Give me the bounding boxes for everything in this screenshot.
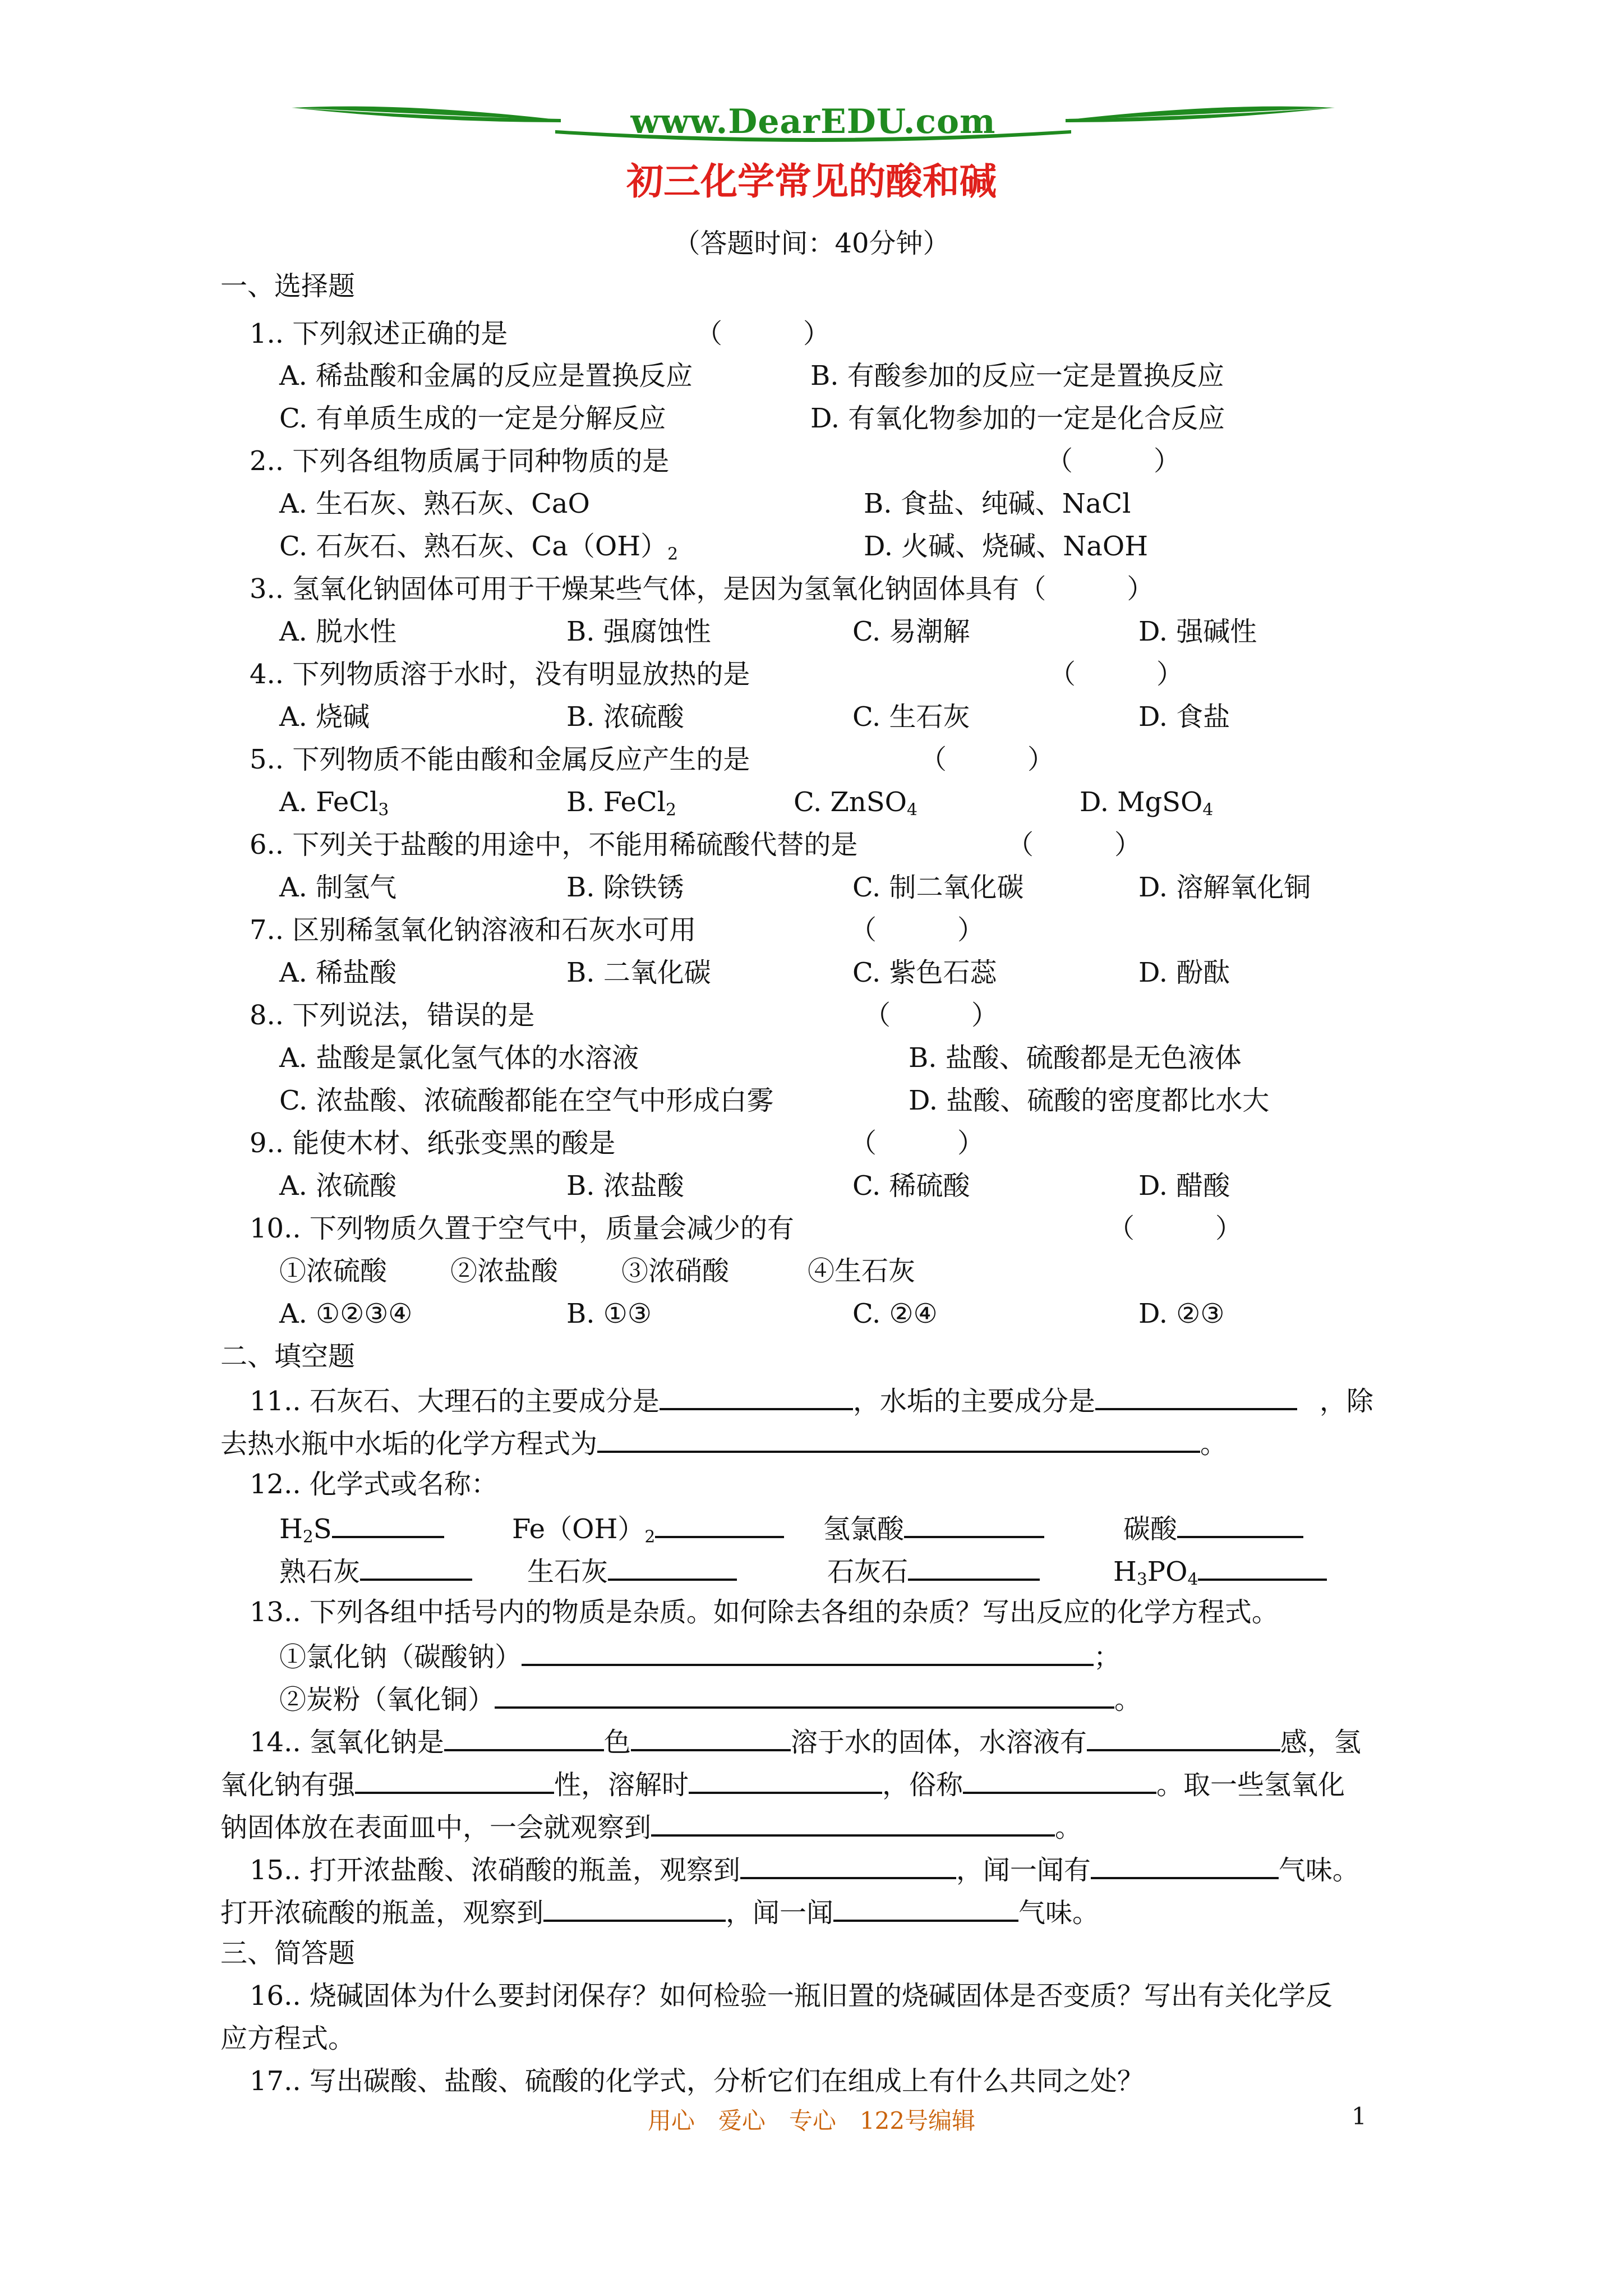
question-14-cont: 钠固体放在表面皿中，一会就观察到 。: [220, 1809, 1082, 1844]
question-13: 13.. 下列各组中括号内的物质是杂质。如何除去各组的杂质？写出反应的化学方程式。: [250, 1596, 1279, 1628]
item-4: ④生石灰: [808, 1255, 916, 1287]
question-10: 10.. 下列物质久置于空气中，质量会减少的有: [250, 1213, 794, 1244]
formula-h2s: $H_2S$: [279, 1510, 444, 1554]
section-heading: 三、简答题: [220, 1938, 356, 1969]
option-d: D. 酚酞: [1138, 957, 1230, 988]
site-banner: [292, 96, 1335, 150]
answer-blank[interactable]: [689, 1766, 882, 1794]
option-c: C. 紫色石蕊: [852, 957, 997, 988]
option-d: D. 火碱、烧碱、NaOH: [864, 531, 1149, 562]
option-b: B. 二氧化碳: [566, 957, 711, 988]
option-c: C. 稀硫酸: [852, 1170, 970, 1202]
name-shihuishi: 石灰石: [827, 1553, 1040, 1589]
option-c: C. 制二氧化碳: [852, 872, 1024, 903]
answer-parens: （ ）: [850, 914, 985, 946]
option-b: B. 盐酸、硫酸都是无色液体: [909, 1042, 1242, 1074]
page-footer: 用心 爱心 专心 122号编辑: [647, 2107, 976, 2134]
question-14-cont: 氧化钠有强 性，溶解时 ，俗称 。取一些氢氧化: [220, 1766, 1345, 1802]
question-7: 7.. 区别稀氢氧化钠溶液和石灰水可用: [250, 914, 697, 946]
answer-blank[interactable]: [444, 1723, 604, 1751]
option-b: B. FeCl$_2$: [566, 786, 676, 820]
answer-blank[interactable]: [1177, 1510, 1303, 1538]
answer-parens: （ ）: [1049, 659, 1184, 690]
option-d: D. ②③: [1138, 1298, 1225, 1329]
option-d: D. 醋酸: [1138, 1170, 1230, 1202]
question-11-cont: 去热水瓶中水垢的化学方程式为 。: [220, 1425, 1227, 1461]
name-shenshihui: 生石灰: [527, 1553, 737, 1589]
option-b: B. 浓硫酸: [566, 701, 684, 733]
option-a: A. 稀盐酸和金属的反应是置换反应: [279, 360, 693, 392]
question-14: 14.. 氢氧化钠是 色 溶于水的固体，水溶液有 感，氢: [250, 1723, 1361, 1759]
option-c: C. 石灰石、熟石灰、$Ca(OH)_2$: [279, 531, 679, 564]
option-b: B. 食盐、纯碱、NaCl: [864, 488, 1131, 519]
name-h2co3: 碳酸: [1123, 1510, 1303, 1546]
question-5: 5.. 下列物质不能由酸和金属反应产生的是: [250, 744, 750, 775]
option-b: B. 强腐蚀性: [566, 616, 711, 647]
option-c: C. ZnSO$_4$: [794, 786, 917, 820]
option-a: A. 脱水性: [279, 616, 397, 647]
answer-parens: （ ）: [850, 1128, 985, 1159]
site-brand: www.DearEDU.com: [630, 102, 996, 141]
question-12: 12.. 化学式或名称：: [250, 1469, 498, 1500]
answer-parens: （ ）: [864, 1000, 999, 1031]
question-6: 6.. 下列关于盐酸的用途中，不能用稀硫酸代替的是: [250, 829, 858, 861]
option-a: A. 制氢气: [279, 872, 397, 903]
option-b: B. 除铁锈: [566, 872, 684, 903]
answer-blank[interactable]: [740, 1851, 956, 1879]
name-shushihui: 熟石灰: [279, 1553, 472, 1589]
option-c: C. ②④: [852, 1298, 938, 1329]
answer-parens: （ ）: [920, 744, 1055, 775]
item-3: ③浓硝酸: [621, 1255, 730, 1287]
question-17: 17.. 写出碳酸、盐酸、硫酸的化学式，分析它们在组成上有什么共同之处？: [250, 2065, 1144, 2097]
option-a: A. 烧碱: [279, 701, 370, 733]
question-1: [250, 317, 508, 351]
exam-duration: （答题时间：40分钟）: [673, 228, 950, 259]
option-c: C. 生石灰: [852, 701, 970, 733]
option-a: A. 稀盐酸: [279, 957, 397, 988]
formula-feoh2: $Fe(OH)_2$: [512, 1510, 784, 1554]
item-1: ①浓硫酸: [279, 1255, 388, 1287]
answer-blank[interactable]: [655, 1510, 784, 1538]
answer-blank[interactable]: [355, 1766, 554, 1794]
answer-blank[interactable]: [631, 1723, 791, 1751]
option-c: C. 易潮解: [852, 616, 970, 647]
answer-blank[interactable]: [833, 1894, 1018, 1922]
impurity-1: ①氯化钠（碳酸钠） ；: [279, 1638, 1121, 1674]
answer-blank[interactable]: [543, 1894, 726, 1922]
question-8: 8.. 下列说法，错误的是: [250, 1000, 535, 1031]
question-3: 3.. 氢氧化钠固体可用于干燥某些气体，是因为氢氧化钠固体具有（ ）: [250, 573, 1154, 605]
answer-blank[interactable]: [1198, 1553, 1327, 1581]
option-d: D. 溶解氧化铜: [1138, 872, 1311, 903]
item-2: ②浓盐酸: [450, 1255, 559, 1287]
answer-blank[interactable]: [1091, 1851, 1279, 1879]
answer-blank[interactable]: [660, 1382, 853, 1410]
answer-blank[interactable]: [651, 1809, 1055, 1837]
page-number: 1: [1352, 2102, 1367, 2130]
option-a: A. 浓硫酸: [279, 1170, 397, 1202]
section-heading: 一、选择题: [220, 270, 356, 302]
question-16: 16.. 烧碱固体为什么要封闭保存？如何检验一瓶旧置的烧碱固体是否变质？写出有关化学反: [250, 1980, 1332, 2012]
formula-h3po4: $H_3PO_4$: [1113, 1553, 1327, 1596]
option-b: B. 浓盐酸: [566, 1170, 684, 1202]
answer-blank[interactable]: [1095, 1382, 1297, 1410]
option-d: D. 盐酸、硫酸的密度都比水大: [909, 1085, 1270, 1116]
option-c: C. 有单质生成的一定是分解反应: [279, 403, 666, 434]
answer-blank[interactable]: [904, 1510, 1044, 1538]
question-2: 2.. 下列各组物质属于同种物质的是: [250, 445, 670, 477]
option-d: D. 强碱性: [1138, 616, 1257, 647]
question-4: 4.. 下列物质溶于水时，没有明显放热的是: [250, 659, 750, 690]
option-b: B. 有酸参加的反应一定是置换反应: [810, 360, 1224, 392]
question-16-cont: 应方程式。: [220, 2023, 356, 2054]
option-a: A. FeCl$_3$: [279, 786, 389, 820]
option-b: B. ①③: [566, 1298, 652, 1329]
question-15-cont: 打开浓硫酸的瓶盖，观察到 ，闻一闻 气味。: [220, 1894, 1099, 1930]
answer-blank[interactable]: [608, 1553, 737, 1581]
question-9: 9.. 能使木材、纸张变黑的酸是: [250, 1128, 616, 1159]
answer-blank[interactable]: [360, 1553, 472, 1581]
answer-parens: （ ）: [695, 318, 831, 349]
page-title: 初三化学常见的酸和碱: [626, 160, 997, 203]
impurity-2: ②炭粉（氧化铜） 。: [279, 1681, 1141, 1717]
name-hcl: 氢氯酸: [823, 1510, 1044, 1546]
option-d: D. 有氧化物参加的一定是化合反应: [810, 403, 1225, 434]
answer-blank[interactable]: [522, 1638, 1094, 1666]
answer-parens: （ ）: [1046, 445, 1181, 477]
answer-blank[interactable]: [1087, 1723, 1280, 1751]
section-heading: 二、填空题: [220, 1341, 356, 1372]
option-c: C. 浓盐酸、浓硫酸都能在空气中形成白雾: [279, 1085, 774, 1116]
answer-blank[interactable]: [332, 1510, 444, 1538]
answer-blank[interactable]: [495, 1681, 1114, 1709]
answer-blank[interactable]: [597, 1425, 1200, 1453]
question-stem: 1.. 下列叙述正确的是: [250, 318, 508, 349]
answer-blank[interactable]: [963, 1766, 1156, 1794]
answer-parens: （ ）: [1108, 1213, 1243, 1244]
option-a: A. 生石灰、熟石灰、CaO: [279, 488, 590, 519]
option-a: A. 盐酸是氯化氢气体的水溶液: [279, 1042, 639, 1074]
option-d: D. MgSO$_4$: [1080, 786, 1214, 820]
answer-parens: （ ）: [1007, 829, 1142, 861]
answer-blank[interactable]: [908, 1553, 1040, 1581]
option-a: A. ①②③④: [279, 1298, 413, 1329]
question-15: 15.. 打开浓盐酸、浓硝酸的瓶盖，观察到 ，闻一闻有 气味。: [250, 1851, 1359, 1887]
option-d: D. 食盐: [1138, 701, 1230, 733]
question-11: 11.. 石灰石、大理石的主要成分是 ，水垢的主要成分是 ，除: [250, 1382, 1373, 1418]
